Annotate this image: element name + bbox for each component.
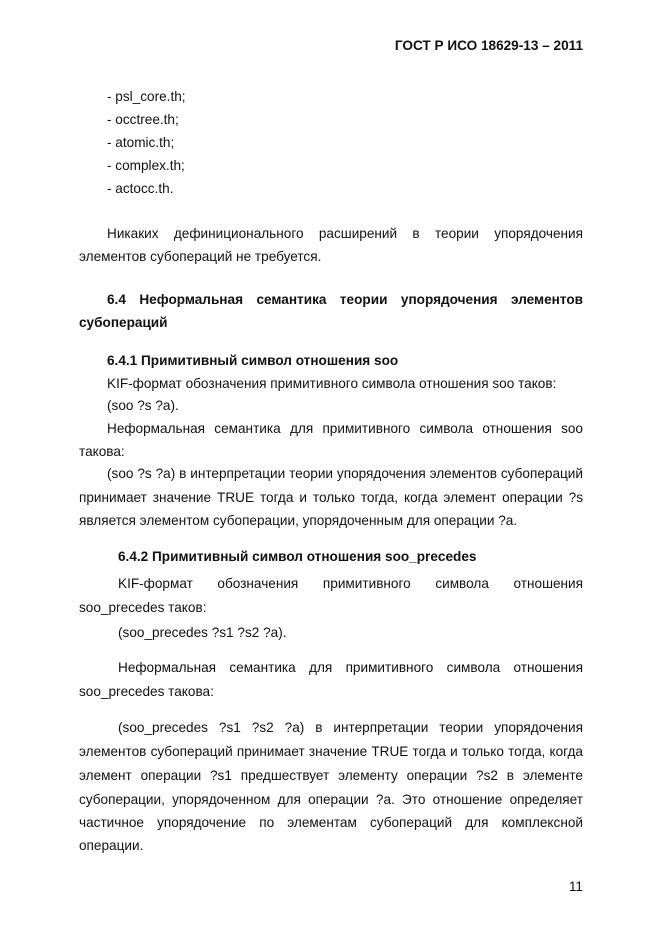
paragraph-line: (soo ?s ?a) в интерпретации теории упорядочения элементов субопераций xyxy=(107,466,583,481)
subsection-heading: 6.4.1 Примитивный символ отношения soo xyxy=(107,353,399,368)
paragraph-line: (soo_precedes ?s1 ?s2 ?a) в интерпретации теории упорядочения xyxy=(118,720,583,735)
paragraph-line: элементов субопераций принимает значение TRUE тогда и только тогда, когда xyxy=(79,744,583,759)
standard-header: ГОСТ Р ИСО 18629-13 – 2011 xyxy=(394,38,583,53)
list-item: - actocc.th. xyxy=(107,181,174,196)
paragraph-line: частичное упорядочение по элементам субопераций для комплексной xyxy=(79,815,583,830)
list-item: - occtree.th; xyxy=(107,112,179,127)
list-item: - psl_core.th; xyxy=(107,89,186,104)
list-item: - atomic.th; xyxy=(107,135,175,150)
formula-line: (soo ?s ?a). xyxy=(107,398,179,413)
paragraph-line: операции. xyxy=(79,838,144,853)
paragraph-line: Неформальная семантика для примитивного символа отношения soo xyxy=(107,421,583,436)
section-heading-continued: субопераций xyxy=(79,315,168,330)
subsection-heading: 6.4.2 Примитивный символ отношения soo_precedes xyxy=(118,549,477,564)
paragraph-line: является элементом субоперации, упорядоченным для операции ?a. xyxy=(79,513,518,528)
paragraph-line: Неформальная семантика для примитивного символа отношения xyxy=(118,660,583,675)
paragraph-line: Никаких дефиниционального расширений в теории упорядочения xyxy=(107,226,583,241)
paragraph-line: субоперации, упорядоченном для операции ?a. Это отношение определяет xyxy=(79,792,583,807)
formula-line: (soo_precedes ?s1 ?s2 ?a). xyxy=(118,625,287,640)
list-item: - complex.th; xyxy=(107,158,185,173)
paragraph-line: элементов субопераций не требуется. xyxy=(79,249,322,264)
paragraph-line: такова: xyxy=(79,444,125,459)
section-heading: 6.4 Неформальная семантика теории упорядочения элементов xyxy=(107,292,583,307)
paragraph-line: принимает значение TRUE тогда и только тогда, когда элемент операции ?s xyxy=(79,490,583,505)
paragraph-line: KIF-формат обозначения примитивного символа отношения soo таков: xyxy=(107,376,557,391)
paragraph-line: KIF-формат обозначения примитивного символа отношения xyxy=(118,576,583,591)
paragraph-line: soo_precedes такова: xyxy=(79,684,214,699)
paragraph-line: элемент операции ?s1 предшествует элементу операции ?s2 в элементе xyxy=(79,768,583,783)
paragraph-line: soo_precedes таков: xyxy=(79,600,207,615)
page-number: 11 xyxy=(568,879,583,894)
